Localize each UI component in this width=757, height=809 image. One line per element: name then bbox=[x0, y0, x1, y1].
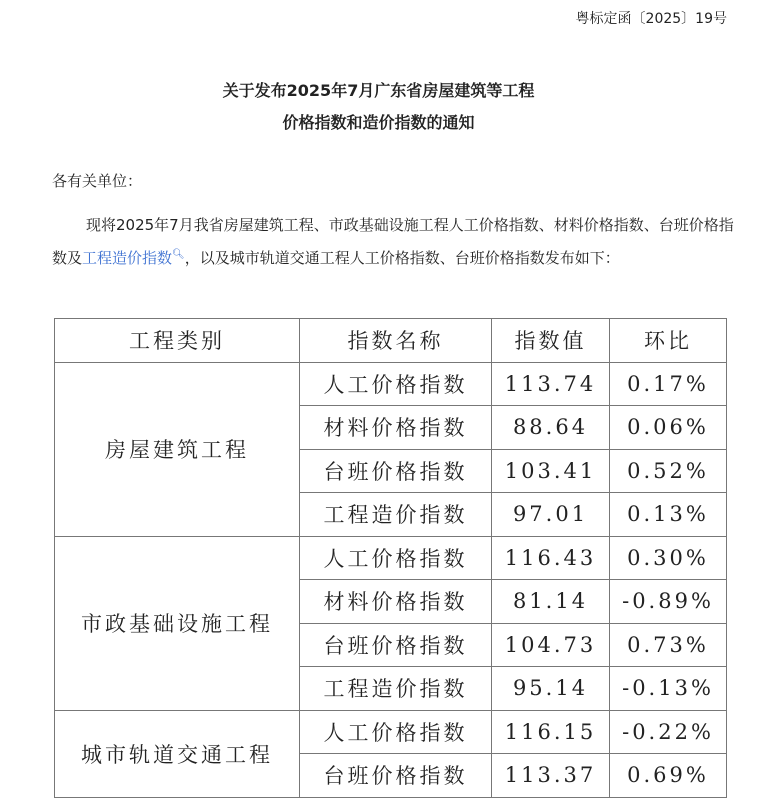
index-table bbox=[54, 318, 727, 798]
title-line-1: 关于发布2025年7月广东省房屋建筑等工程 bbox=[222, 81, 535, 100]
change-cell: 0.69% bbox=[610, 754, 727, 798]
header-index-name: 指数名称 bbox=[300, 319, 492, 363]
change-cell: 0.13% bbox=[610, 493, 727, 537]
index-name-cell: 台班价格指数 bbox=[300, 754, 492, 798]
change-cell: -0.89% bbox=[610, 580, 727, 624]
index-name-cell: 工程造价指数 bbox=[300, 493, 492, 537]
paragraph-text-2: ，以及城市轨道交通工程人工价格指数、台班价格指数发布如下： bbox=[184, 249, 620, 267]
category-cell: 市政基础设施工程 bbox=[55, 536, 300, 710]
change-cell: 0.30% bbox=[610, 536, 727, 580]
change-cell: 0.73% bbox=[610, 623, 727, 667]
index-name-cell: 人工价格指数 bbox=[300, 536, 492, 580]
category-cell: 城市轨道交通工程 bbox=[55, 710, 300, 797]
index-value-cell: 81.14 bbox=[492, 580, 610, 624]
change-cell: 0.52% bbox=[610, 449, 727, 493]
document-number: 粤标定函〔2025〕19号 bbox=[575, 11, 727, 27]
index-value-cell: 104.73 bbox=[492, 623, 610, 667]
index-value-cell: 97.01 bbox=[492, 493, 610, 537]
change-cell: -0.22% bbox=[610, 710, 727, 754]
body-paragraph bbox=[52, 210, 742, 273]
index-value-cell: 116.15 bbox=[492, 710, 610, 754]
table-header-row bbox=[55, 319, 727, 363]
index-name-cell: 材料价格指数 bbox=[300, 580, 492, 624]
table-row bbox=[55, 362, 727, 406]
paragraph-text-1: 现将2025年7月我省房屋建筑工程、市政基础设施工程人工价格指数、材料价格指数、台班价格指数及 bbox=[52, 216, 734, 267]
index-value-cell: 113.74 bbox=[492, 362, 610, 406]
header-category: 工程类别 bbox=[55, 319, 300, 363]
header-change: 环比 bbox=[610, 319, 727, 363]
greeting: 各有关单位： bbox=[52, 172, 143, 190]
header-index-value: 指数值 bbox=[492, 319, 610, 363]
change-cell: -0.13% bbox=[610, 667, 727, 711]
category-cell: 房屋建筑工程 bbox=[55, 362, 300, 536]
search-icon[interactable]: 🔍︎ bbox=[172, 249, 185, 260]
index-name-cell: 人工价格指数 bbox=[300, 362, 492, 406]
index-name-cell: 台班价格指数 bbox=[300, 449, 492, 493]
index-name-cell: 材料价格指数 bbox=[300, 406, 492, 450]
index-name-cell: 工程造价指数 bbox=[300, 667, 492, 711]
title-line-2: 价格指数和造价指数的通知 bbox=[282, 113, 475, 132]
index-name-cell: 台班价格指数 bbox=[300, 623, 492, 667]
change-cell: 0.17% bbox=[610, 362, 727, 406]
index-value-cell: 113.37 bbox=[492, 754, 610, 798]
index-value-cell: 88.64 bbox=[492, 406, 610, 450]
table-row bbox=[55, 710, 727, 754]
change-cell: 0.06% bbox=[610, 406, 727, 450]
index-value-cell: 103.41 bbox=[492, 449, 610, 493]
index-name-cell: 人工价格指数 bbox=[300, 710, 492, 754]
index-value-cell: 95.14 bbox=[492, 667, 610, 711]
table-row bbox=[55, 536, 727, 580]
cost-index-link[interactable]: 工程造价指数 bbox=[82, 249, 173, 267]
index-value-cell: 116.43 bbox=[492, 536, 610, 580]
